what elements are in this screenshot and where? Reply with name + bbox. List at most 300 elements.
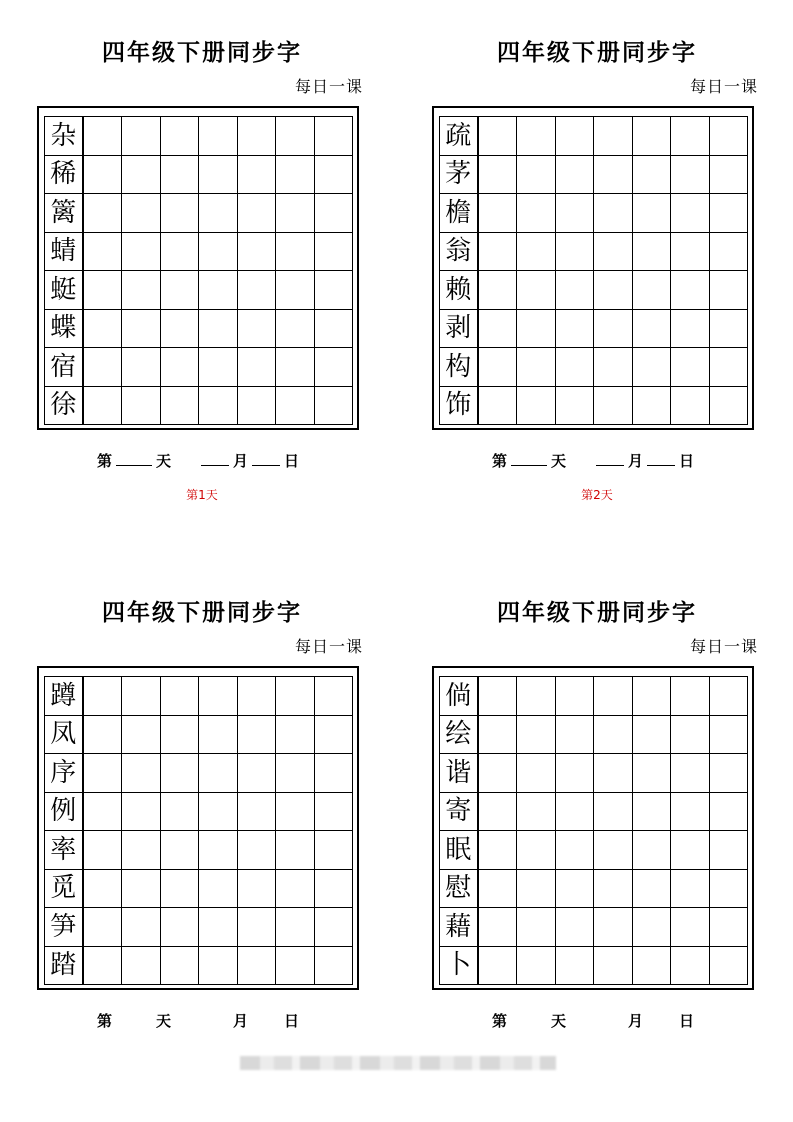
practice-cell: [122, 310, 161, 349]
practice-cell: [633, 831, 672, 870]
practice-cell: [84, 716, 123, 755]
practice-cell: [199, 194, 238, 233]
practice-cell: [517, 677, 556, 716]
worksheet-title: 四年级下册同步字: [497, 599, 697, 626]
practice-cell: [122, 117, 161, 156]
practice-cell: [594, 870, 633, 909]
practice-cell: [238, 831, 277, 870]
practice-cell: [161, 194, 200, 233]
date-line: [492, 1010, 694, 1031]
practice-cell: [122, 870, 161, 909]
model-character: 茅: [440, 156, 479, 195]
date-blank: [252, 453, 280, 466]
practice-cell: [161, 908, 200, 947]
practice-cell: [199, 348, 238, 387]
practice-cell: [276, 793, 315, 832]
practice-cell: [556, 194, 595, 233]
practice-cell: [633, 754, 672, 793]
practice-grid: [439, 116, 748, 425]
practice-cell: [199, 831, 238, 870]
practice-cell: [199, 233, 238, 272]
practice-cell: [276, 348, 315, 387]
month-blank: [596, 1013, 624, 1026]
month-blank: [201, 453, 229, 466]
practice-cell: [122, 716, 161, 755]
practice-cell: [199, 947, 238, 986]
practice-cell: [199, 793, 238, 832]
practice-cell: [161, 754, 200, 793]
date-line: [97, 1010, 299, 1031]
practice-cell: [122, 947, 161, 986]
practice-cell: [633, 870, 672, 909]
practice-cell: [238, 677, 277, 716]
practice-cell: [161, 117, 200, 156]
practice-cell: [161, 310, 200, 349]
date-blank: [647, 453, 675, 466]
practice-cell: [161, 233, 200, 272]
practice-cell: [84, 156, 123, 195]
practice-cell: [710, 156, 749, 195]
model-character: 饰: [440, 387, 479, 426]
practice-cell: [122, 908, 161, 947]
practice-cell: [238, 348, 277, 387]
model-character: 翁: [440, 233, 479, 272]
practice-cell: [594, 793, 633, 832]
practice-cell: [199, 677, 238, 716]
practice-cell: [556, 908, 595, 947]
practice-cell: [671, 348, 710, 387]
practice-cell: [479, 716, 518, 755]
practice-cell: [633, 348, 672, 387]
practice-cell: [238, 117, 277, 156]
practice-cell: [238, 156, 277, 195]
practice-cell: [84, 677, 123, 716]
practice-cell: [161, 677, 200, 716]
practice-cell: [84, 310, 123, 349]
practice-cell: [517, 387, 556, 426]
practice-grid: [44, 116, 353, 425]
practice-cell: [238, 194, 277, 233]
model-character: 赖: [440, 271, 479, 310]
practice-cell: [594, 271, 633, 310]
practice-cell: [276, 156, 315, 195]
practice-cell: [517, 194, 556, 233]
practice-cell: [276, 908, 315, 947]
practice-cell: [161, 793, 200, 832]
practice-cell: [633, 271, 672, 310]
practice-cell: [238, 271, 277, 310]
model-character: 倘: [440, 677, 479, 716]
practice-cell: [671, 831, 710, 870]
practice-cell: [161, 947, 200, 986]
practice-cell: [710, 310, 749, 349]
practice-cell: [199, 387, 238, 426]
practice-cell: [633, 908, 672, 947]
practice-cell: [479, 387, 518, 426]
practice-cell: [710, 870, 749, 909]
practice-cell: [517, 793, 556, 832]
practice-cell: [671, 947, 710, 986]
practice-cell: [84, 947, 123, 986]
practice-cell: [479, 908, 518, 947]
practice-grid: [439, 676, 748, 985]
practice-cell: [122, 156, 161, 195]
practice-cell: [161, 271, 200, 310]
practice-cell: [276, 754, 315, 793]
practice-cell: [556, 870, 595, 909]
practice-cell: [556, 793, 595, 832]
worksheet-subtitle: 每日一课: [689, 637, 758, 656]
practice-cell: [238, 310, 277, 349]
practice-cell: [710, 831, 749, 870]
practice-cell: [594, 677, 633, 716]
model-character: 藉: [440, 908, 479, 947]
practice-cell: [710, 908, 749, 947]
model-character: 序: [45, 754, 84, 793]
date-month-unit: 月: [233, 1012, 249, 1030]
model-character: 凤: [45, 716, 84, 755]
practice-cell: [84, 754, 123, 793]
date-prefix: 第: [97, 452, 113, 470]
day-number-blank: [116, 453, 152, 466]
practice-cell: [671, 310, 710, 349]
practice-cell: [517, 831, 556, 870]
practice-cell: [556, 156, 595, 195]
practice-cell: [84, 793, 123, 832]
practice-cell: [315, 194, 354, 233]
date-date-unit: 日: [284, 1012, 300, 1030]
worksheet-title: 四年级下册同步字: [497, 39, 697, 66]
model-character: 踏: [45, 947, 84, 986]
practice-cell: [479, 233, 518, 272]
worksheet-subtitle: 每日一课: [294, 637, 363, 656]
model-character: 构: [440, 348, 479, 387]
practice-cell: [238, 947, 277, 986]
date-prefix: 第: [492, 452, 508, 470]
model-character: 笋: [45, 908, 84, 947]
practice-cell: [671, 908, 710, 947]
practice-cell: [633, 716, 672, 755]
practice-cell: [122, 831, 161, 870]
practice-cell: [671, 117, 710, 156]
practice-cell: [276, 947, 315, 986]
model-character: 率: [45, 831, 84, 870]
date-blank: [252, 1013, 280, 1026]
practice-cell: [594, 387, 633, 426]
date-day-unit: 天: [551, 1012, 567, 1030]
practice-grid-frame: [432, 666, 754, 990]
practice-cell: [122, 233, 161, 272]
model-character: 寄: [440, 793, 479, 832]
date-day-unit: 天: [156, 452, 172, 470]
practice-cell: [517, 117, 556, 156]
practice-cell: [276, 870, 315, 909]
practice-cell: [161, 348, 200, 387]
practice-cell: [633, 947, 672, 986]
date-prefix: 第: [492, 1012, 508, 1030]
practice-cell: [84, 870, 123, 909]
practice-cell: [276, 716, 315, 755]
date-month-unit: 月: [628, 1012, 644, 1030]
practice-cell: [122, 677, 161, 716]
blurred-footer-watermark: [240, 1056, 556, 1070]
practice-cell: [161, 387, 200, 426]
practice-cell: [276, 387, 315, 426]
practice-cell: [633, 156, 672, 195]
date-blank: [647, 1013, 675, 1026]
practice-cell: [238, 793, 277, 832]
practice-cell: [199, 908, 238, 947]
practice-cell: [84, 117, 123, 156]
practice-cell: [556, 348, 595, 387]
month-blank: [201, 1013, 229, 1026]
practice-card-4: [432, 562, 762, 1032]
practice-cell: [161, 831, 200, 870]
model-character: 觅: [45, 870, 84, 909]
practice-cell: [710, 348, 749, 387]
practice-cell: [315, 156, 354, 195]
practice-cell: [315, 793, 354, 832]
practice-cell: [671, 387, 710, 426]
practice-cell: [479, 310, 518, 349]
practice-cell: [594, 831, 633, 870]
practice-cell: [315, 870, 354, 909]
practice-cell: [479, 271, 518, 310]
practice-cell: [199, 870, 238, 909]
practice-cell: [479, 677, 518, 716]
model-character: 剥: [440, 310, 479, 349]
model-character: 谐: [440, 754, 479, 793]
practice-cell: [594, 716, 633, 755]
practice-cell: [594, 908, 633, 947]
practice-cell: [199, 156, 238, 195]
practice-cell: [276, 677, 315, 716]
practice-cell: [122, 194, 161, 233]
practice-cell: [122, 348, 161, 387]
practice-cell: [517, 271, 556, 310]
practice-cell: [199, 754, 238, 793]
practice-cell: [315, 831, 354, 870]
practice-cell: [594, 194, 633, 233]
practice-cell: [556, 271, 595, 310]
practice-cell: [633, 793, 672, 832]
practice-grid: [44, 676, 353, 985]
day-number-blank: [511, 453, 547, 466]
practice-cell: [594, 348, 633, 387]
date-month-unit: 月: [233, 452, 249, 470]
practice-cell: [517, 754, 556, 793]
practice-cell: [161, 716, 200, 755]
practice-cell: [671, 793, 710, 832]
practice-cell: [199, 716, 238, 755]
practice-cell: [315, 348, 354, 387]
model-character: 卜: [440, 947, 479, 986]
practice-cell: [315, 947, 354, 986]
practice-cell: [556, 716, 595, 755]
practice-cell: [517, 156, 556, 195]
model-character: 蜓: [45, 271, 84, 310]
practice-cell: [556, 117, 595, 156]
practice-cell: [238, 716, 277, 755]
practice-cell: [633, 677, 672, 716]
model-character: 宿: [45, 348, 84, 387]
practice-cell: [315, 754, 354, 793]
practice-cell: [238, 387, 277, 426]
practice-cell: [276, 271, 315, 310]
practice-cell: [710, 947, 749, 986]
practice-cell: [199, 271, 238, 310]
worksheet-subtitle: 每日一课: [689, 77, 758, 96]
month-blank: [596, 453, 624, 466]
practice-cell: [276, 194, 315, 233]
practice-cell: [479, 793, 518, 832]
practice-cell: [84, 233, 123, 272]
practice-cell: [122, 271, 161, 310]
date-date-unit: 日: [679, 452, 695, 470]
model-character: 眠: [440, 831, 479, 870]
practice-cell: [276, 831, 315, 870]
practice-cell: [710, 716, 749, 755]
worksheet-title: 四年级下册同步字: [102, 39, 302, 66]
practice-cell: [479, 754, 518, 793]
practice-cell: [710, 117, 749, 156]
practice-cell: [122, 793, 161, 832]
model-character: 徐: [45, 387, 84, 426]
day-number-blank: [511, 1013, 547, 1026]
practice-cell: [594, 117, 633, 156]
practice-cell: [315, 716, 354, 755]
practice-cell: [671, 677, 710, 716]
day-label: 第2天: [581, 488, 613, 502]
practice-cell: [671, 870, 710, 909]
day-label: 第1天: [186, 488, 218, 502]
date-line: [492, 450, 694, 471]
model-character: 檐: [440, 194, 479, 233]
practice-cell: [517, 310, 556, 349]
practice-cell: [161, 156, 200, 195]
practice-cell: [84, 194, 123, 233]
practice-cell: [199, 310, 238, 349]
practice-cell: [710, 754, 749, 793]
practice-grid-frame: [37, 666, 359, 990]
model-character: 蹲: [45, 677, 84, 716]
practice-cell: [276, 310, 315, 349]
date-line: [97, 450, 299, 471]
practice-cell: [122, 387, 161, 426]
practice-cell: [238, 908, 277, 947]
practice-cell: [556, 831, 595, 870]
practice-cell: [517, 233, 556, 272]
date-day-unit: 天: [551, 452, 567, 470]
practice-cell: [238, 754, 277, 793]
practice-cell: [671, 754, 710, 793]
worksheet-title: 四年级下册同步字: [102, 599, 302, 626]
practice-card-1: [37, 2, 367, 502]
practice-cell: [479, 947, 518, 986]
date-prefix: 第: [97, 1012, 113, 1030]
practice-cell: [84, 271, 123, 310]
practice-cell: [633, 233, 672, 272]
practice-cell: [671, 156, 710, 195]
practice-cell: [517, 716, 556, 755]
practice-cell: [315, 117, 354, 156]
practice-cell: [479, 117, 518, 156]
practice-card-3: [37, 562, 367, 1032]
practice-cell: [556, 387, 595, 426]
practice-grid-frame: [37, 106, 359, 430]
practice-cell: [479, 831, 518, 870]
model-character: 绘: [440, 716, 479, 755]
model-character: 篱: [45, 194, 84, 233]
practice-cell: [84, 908, 123, 947]
practice-cell: [633, 117, 672, 156]
practice-cell: [671, 716, 710, 755]
practice-cell: [594, 233, 633, 272]
practice-cell: [315, 310, 354, 349]
practice-cell: [479, 870, 518, 909]
practice-cell: [594, 754, 633, 793]
practice-cell: [517, 870, 556, 909]
practice-cell: [710, 387, 749, 426]
practice-cell: [84, 831, 123, 870]
practice-cell: [594, 947, 633, 986]
practice-cell: [633, 194, 672, 233]
practice-cell: [671, 271, 710, 310]
model-character: 稀: [45, 156, 84, 195]
practice-cell: [710, 271, 749, 310]
practice-cell: [671, 194, 710, 233]
model-character: 蝶: [45, 310, 84, 349]
practice-cell: [315, 233, 354, 272]
practice-cell: [315, 271, 354, 310]
practice-cell: [671, 233, 710, 272]
practice-cell: [710, 233, 749, 272]
practice-cell: [479, 348, 518, 387]
practice-cell: [238, 233, 277, 272]
practice-cell: [517, 947, 556, 986]
practice-cell: [517, 348, 556, 387]
practice-cell: [556, 233, 595, 272]
practice-cell: [710, 793, 749, 832]
practice-cell: [556, 677, 595, 716]
practice-cell: [84, 348, 123, 387]
model-character: 蜻: [45, 233, 84, 272]
practice-cell: [276, 117, 315, 156]
practice-grid-frame: [432, 106, 754, 430]
practice-cell: [633, 387, 672, 426]
date-month-unit: 月: [628, 452, 644, 470]
practice-cell: [315, 908, 354, 947]
practice-card-2: [432, 2, 762, 502]
practice-cell: [161, 870, 200, 909]
practice-cell: [84, 387, 123, 426]
worksheet-subtitle: 每日一课: [294, 77, 363, 96]
practice-cell: [122, 754, 161, 793]
practice-cell: [594, 156, 633, 195]
practice-cell: [238, 870, 277, 909]
date-date-unit: 日: [679, 1012, 695, 1030]
model-character: 慰: [440, 870, 479, 909]
practice-cell: [276, 233, 315, 272]
date-day-unit: 天: [156, 1012, 172, 1030]
practice-cell: [517, 908, 556, 947]
practice-cell: [594, 310, 633, 349]
practice-cell: [710, 677, 749, 716]
practice-cell: [556, 310, 595, 349]
model-character: 例: [45, 793, 84, 832]
practice-cell: [479, 156, 518, 195]
practice-cell: [479, 194, 518, 233]
